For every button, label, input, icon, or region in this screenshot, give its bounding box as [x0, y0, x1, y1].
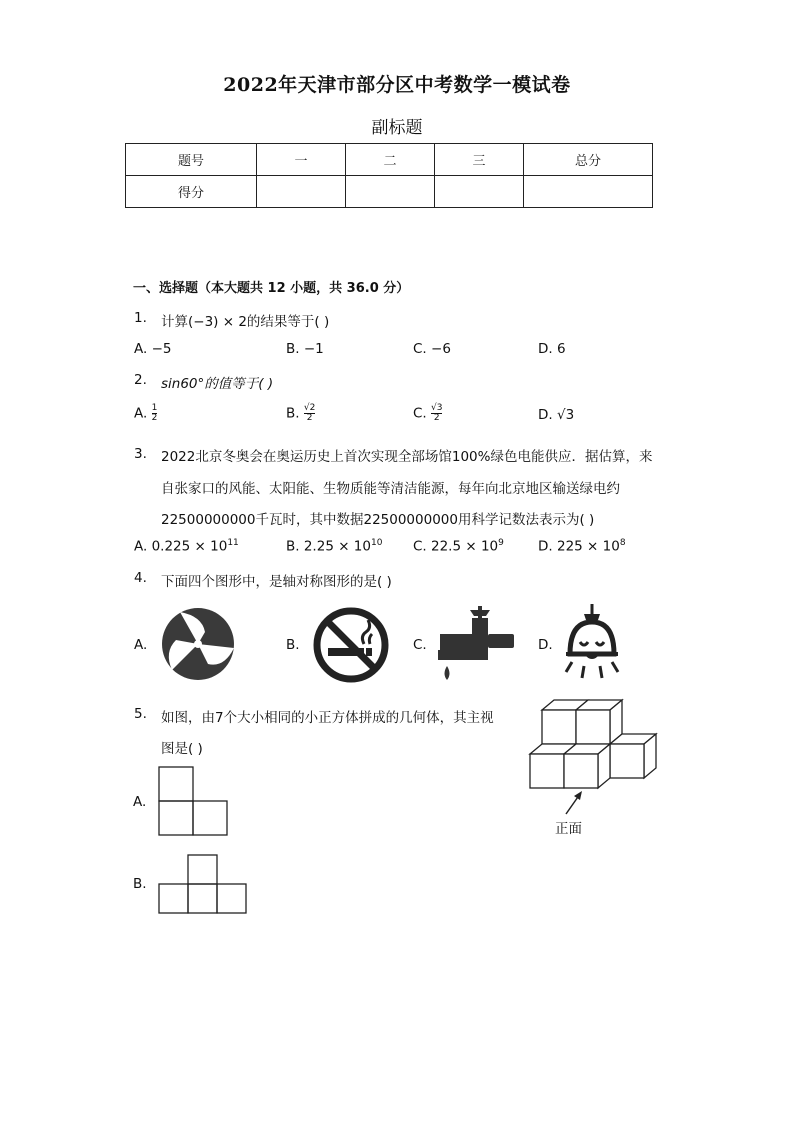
option-a-front-view[interactable] — [158, 766, 230, 836]
question-text: sin60°的值等于( ) — [161, 376, 274, 392]
question-text-line: 如图，由7个大小相同的小正方体拼成的几何体，其主视 — [161, 710, 494, 726]
score-cell[interactable] — [435, 176, 524, 208]
page-title: 2022年天津市部分区中考数学一模试卷 — [223, 74, 571, 96]
option-exponent: 10 — [370, 538, 383, 548]
score-row-label: 得分 — [126, 176, 257, 208]
option-exponent: 8 — [619, 538, 626, 548]
score-header-cell: 一 — [257, 144, 346, 176]
denominator: 2 — [151, 413, 158, 423]
fraction — [152, 404, 158, 423]
option-exponent: 11 — [227, 538, 239, 548]
option-d-label[interactable]: D. — [538, 637, 553, 653]
score-header-cell: 总分 — [524, 144, 653, 176]
question-number: 3. — [134, 446, 147, 462]
logo-center — [194, 640, 202, 648]
option-base: B. 2.25 × 10 — [286, 538, 371, 555]
question-text-line: 2022北京冬奥会在奥运历史上首次实现全部场馆100%绿色电能供应．据估算，来 — [161, 449, 653, 465]
option-exponent: 9 — [498, 538, 504, 548]
option-value: √3 — [556, 407, 575, 423]
option-d[interactable] — [538, 538, 626, 555]
question-text: 下面四个图形中，是轴对称图形的是( ) — [161, 574, 392, 590]
score-header-cell: 二 — [346, 144, 435, 176]
smoke — [369, 634, 372, 644]
option-b[interactable] — [286, 404, 315, 423]
denominator: 2 — [304, 413, 315, 423]
tri-swirl-logo-icon[interactable] — [158, 606, 238, 682]
question-number: 4. — [134, 570, 147, 586]
option-label: B. — [286, 405, 300, 422]
option-b[interactable] — [286, 538, 382, 555]
option-a[interactable]: A. −5 — [134, 341, 172, 357]
fraction — [304, 404, 315, 423]
option-base: D. 225 × 10 — [538, 538, 620, 555]
option-b-label[interactable]: B. — [133, 876, 147, 892]
faucet-handle — [470, 610, 490, 616]
faucet-pipe — [488, 634, 514, 648]
light-ray — [612, 662, 618, 672]
option-b-front-view[interactable] — [158, 854, 250, 914]
score-cell[interactable] — [257, 176, 346, 208]
option-c[interactable]: C. −6 — [413, 341, 451, 357]
option-a[interactable] — [134, 538, 239, 555]
fraction — [431, 404, 442, 423]
numerator: 1 — [151, 403, 158, 413]
cube-solid-figure — [528, 698, 660, 794]
score-cell[interactable] — [524, 176, 653, 208]
score-header-cell: 题号 — [126, 144, 257, 176]
option-b-label[interactable]: B. — [286, 637, 300, 653]
question-text-line: 22500000000千瓦时，其中数据22500000000用科学记数法表示为( ) — [161, 512, 595, 528]
numerator: √3 — [431, 403, 443, 413]
option-label: A. — [134, 405, 148, 422]
option-a[interactable] — [134, 404, 157, 423]
score-table-row — [126, 176, 653, 208]
option-d[interactable] — [538, 407, 574, 423]
numerator: √2 — [303, 403, 316, 413]
option-a-label[interactable]: A. — [133, 794, 147, 810]
lamp-icon[interactable] — [562, 604, 622, 684]
denominator: 2 — [431, 413, 442, 423]
water-drop — [445, 666, 450, 680]
option-b[interactable]: B. −1 — [286, 341, 324, 357]
arrow-up-icon — [562, 790, 586, 816]
question-number: 5. — [134, 706, 147, 722]
option-c[interactable] — [413, 404, 442, 423]
score-header-cell: 三 — [435, 144, 524, 176]
option-label: D. — [538, 407, 553, 423]
light-ray — [582, 666, 584, 678]
option-base: A. 0.225 × 10 — [134, 538, 228, 555]
score-cell[interactable] — [346, 176, 435, 208]
option-d[interactable]: D. 6 — [538, 341, 566, 357]
front-label: 正面 — [555, 821, 582, 837]
option-label: C. — [413, 405, 427, 422]
light-ray — [600, 666, 602, 678]
question-text-line: 图是( ) — [161, 741, 203, 757]
question-text: 计算(−3) × 2的结果等于( ) — [161, 314, 330, 330]
no-smoking-icon[interactable] — [312, 606, 390, 684]
question-text-line: 自张家口的风能、太阳能、生物质能等清洁能源，每年向北京地区输送绿电约 — [161, 481, 620, 497]
score-table-header-row — [126, 144, 653, 176]
lamp-shade — [570, 622, 614, 654]
option-a-label[interactable]: A. — [134, 637, 148, 653]
light-ray — [566, 662, 572, 672]
question-number: 2. — [134, 372, 147, 388]
option-c[interactable] — [413, 538, 504, 555]
section-heading: 一、选择题（本大题共 12 小题，共 36.0 分） — [133, 281, 410, 296]
cigarette-tip — [366, 648, 372, 656]
page-subtitle: 副标题 — [371, 118, 423, 138]
option-c-label[interactable]: C. — [413, 637, 427, 653]
faucet-icon[interactable] — [434, 604, 516, 686]
score-table — [125, 143, 653, 208]
option-base: C. 22.5 × 10 — [413, 538, 499, 555]
question-number: 1. — [134, 310, 147, 326]
